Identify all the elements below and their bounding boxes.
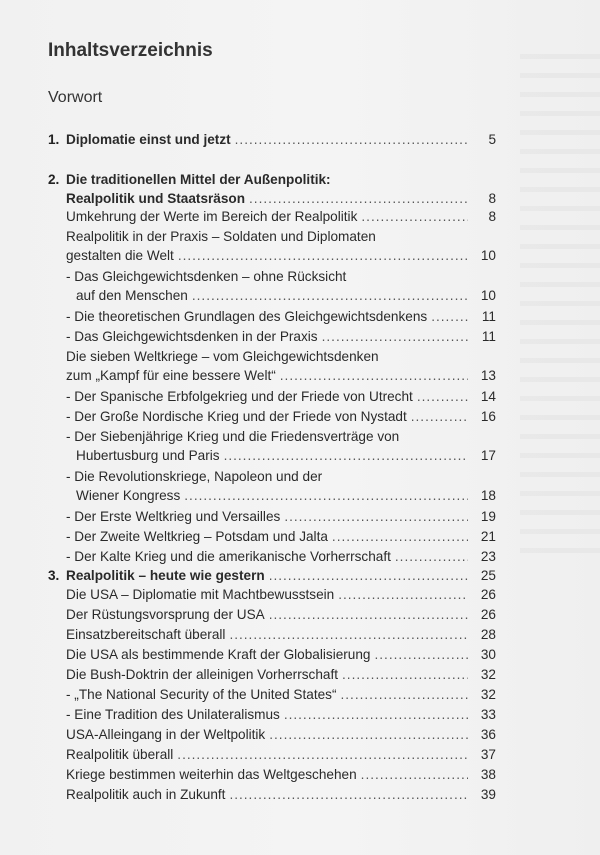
toc-entry [66, 645, 496, 664]
toc-entry-text: - Der Erste Weltkrieg und Versailles [66, 509, 281, 524]
toc-entry [66, 407, 496, 426]
toc-entry [66, 527, 496, 546]
dot-leader [361, 765, 468, 784]
toc-entry-text: Die Bush-Doktrin der alleinigen Vorherrschaft [66, 667, 339, 682]
chapter-number: 1. [48, 132, 60, 147]
toc-entry-text: Kriege bestimmen weiterhin das Weltgeschehen [66, 767, 357, 782]
toc-entry-text: USA-Alleingang in der Weltpolitik [66, 727, 266, 742]
toc-entry-text: - Der Zweite Weltkrieg – Potsdam und Jalta [66, 529, 328, 544]
bleed-through-text [520, 40, 600, 560]
chapter-title: Die traditionellen Mittel der Außenpolitik: Realpolitik und Staatsräson ..... 8 [66, 170, 496, 208]
toc-entry [66, 625, 496, 644]
toc-entry-text: - „The National Security of the United States“ [66, 687, 337, 702]
toc-entry [66, 427, 496, 465]
toc-entry [66, 387, 496, 406]
toc-entry [66, 307, 496, 326]
toc-entry-text: auf den Menschen [76, 288, 188, 303]
toc-entry-text: - Eine Tradition des Unilateralismus [66, 707, 280, 722]
toc-page-number: 21 [480, 529, 496, 544]
toc-entry [66, 785, 496, 804]
dot-leader [229, 625, 468, 644]
toc-page-number: 26 [480, 607, 496, 622]
toc-entry-text: - Das Gleichgewichtsdenken in der Praxis [66, 329, 318, 344]
dot-leader [332, 527, 468, 546]
dot-leader [395, 547, 468, 566]
toc-entry [66, 227, 496, 265]
toc-page-number: 26 [480, 587, 496, 602]
toc-page-number: 39 [480, 787, 496, 802]
toc-entry-text: Realpolitik überall [66, 747, 174, 762]
page-title: Inhaltsverzeichnis [48, 40, 213, 61]
toc-page-number: 36 [480, 727, 496, 742]
dot-leader [411, 407, 468, 426]
toc-entry-text: Hubertusburg und Paris [76, 448, 220, 463]
toc-entry [66, 705, 496, 724]
toc-entry-text: Wiener Kongress [76, 488, 181, 503]
toc-entry-text: - Die Revolutionskriege, Napoleon und der [66, 469, 323, 484]
toc-entry [66, 327, 496, 346]
toc-entry-text: - Das Gleichgewichtsdenken – ohne Rücksicht [66, 269, 347, 284]
toc-entry [66, 585, 496, 604]
dot-leader [322, 327, 468, 346]
dot-leader [229, 785, 468, 804]
chapter-title: Realpolitik – heute wie gestern ..... 25 [66, 566, 496, 585]
toc-entry-text: Die USA als bestimmende Kraft der Globalisierung [66, 647, 371, 662]
dot-leader [431, 307, 468, 326]
toc-page-number: 33 [480, 707, 496, 722]
dot-leader [417, 387, 468, 406]
toc-entry [66, 207, 496, 226]
toc-entry-text: - Der Große Nordische Krieg und der Friede von Nystadt [66, 409, 407, 424]
toc-page-number: 38 [480, 767, 496, 782]
dot-leader [338, 585, 468, 604]
dot-leader [192, 286, 468, 305]
toc-entry [66, 547, 496, 566]
dot-leader [341, 685, 469, 704]
toc-entry-text: - Der Kalte Krieg und die amerikanische Vorherrschaft [66, 549, 391, 564]
toc-entry-text: Die sieben Weltkriege – vom Gleichgewichtsdenken [66, 349, 379, 364]
dot-leader [280, 366, 468, 385]
dot-leader [184, 486, 468, 505]
dot-leader [361, 207, 468, 226]
toc-page-number: 17 [480, 448, 496, 463]
vorwort-entry: Vorwort [48, 89, 103, 106]
toc-entry-text: zum „Kampf für eine bessere Welt“ [66, 368, 276, 383]
toc-entry [66, 467, 496, 505]
dot-leader [178, 246, 468, 265]
dot-leader [342, 665, 468, 684]
toc-entry-text: - Der Spanische Erbfolgekrieg und der Friede von Utrecht [66, 389, 413, 404]
dot-leader [269, 605, 468, 624]
toc-page-number: 10 [480, 288, 496, 303]
toc-entry-text: - Die theoretischen Grundlagen des Gleichgewichtsdenkens [66, 309, 428, 324]
toc-page-number: 23 [480, 549, 496, 564]
dot-leader [375, 645, 469, 664]
toc-page-number: 14 [480, 389, 496, 404]
dot-leader [224, 446, 468, 465]
chapter-title: Diplomatie einst und jetzt ..... 5 [66, 130, 496, 149]
chapter-number: 3. [48, 568, 60, 583]
toc-page-number: 11 [481, 309, 496, 324]
toc-page-number: 19 [480, 509, 496, 524]
toc-entry [66, 745, 496, 764]
chapter-number: 2. [48, 172, 60, 187]
toc-entry [66, 347, 496, 385]
toc-entry [66, 765, 496, 784]
dot-leader [177, 745, 468, 764]
toc-entry-text: Realpolitik auch in Zukunft [66, 787, 226, 802]
toc-entry [66, 665, 496, 684]
toc-page-number: 11 [481, 329, 496, 344]
toc-entry-text: Umkehrung der Werte im Bereich der Realpolitik [66, 209, 358, 224]
toc-page-number: 18 [480, 488, 496, 503]
toc-page-number: 32 [480, 667, 496, 682]
toc-entry [66, 605, 496, 624]
toc-page-number: 28 [480, 627, 496, 642]
toc-page-number: 8 [488, 209, 496, 224]
toc-entry-text: Der Rüstungsvorsprung der USA [66, 607, 265, 622]
toc-entry [66, 725, 496, 744]
toc-entry-text: Einsatzbereitschaft überall [66, 627, 226, 642]
toc-page-number: 32 [480, 687, 496, 702]
toc-page-number: 37 [480, 747, 496, 762]
dot-leader [269, 725, 468, 744]
toc-entry-text: Die USA – Diplomatie mit Machtbewusstsein [66, 587, 335, 602]
dot-leader [284, 705, 468, 724]
dot-leader [284, 507, 468, 526]
toc-page-number: 30 [480, 647, 496, 662]
toc-page-number: 13 [480, 368, 496, 383]
toc-entry-text: gestalten die Welt [66, 248, 174, 263]
toc-entry-text: Realpolitik in der Praxis – Soldaten und Diplomaten [66, 229, 376, 244]
toc-entry [66, 685, 496, 704]
toc-entry [66, 507, 496, 526]
toc-page-number: 10 [480, 248, 496, 263]
toc-page-number: 16 [480, 409, 496, 424]
toc-entry [66, 267, 496, 305]
toc-entry-text: - Der Siebenjährige Krieg und die Friedensverträge von [66, 429, 400, 444]
